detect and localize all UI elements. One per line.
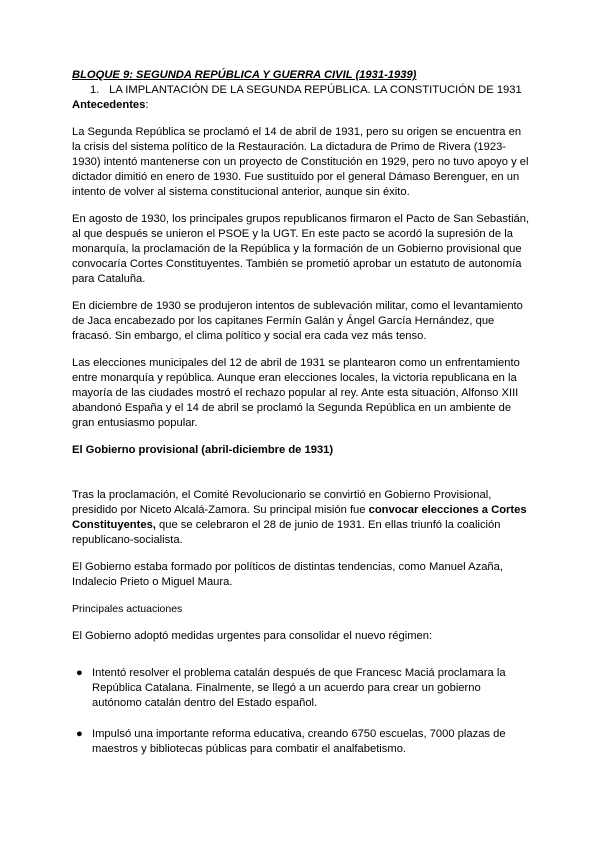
gobierno-paragraph-2: El Gobierno estaba formado por políticos de distintas tendencias, como Manuel Azaña, Indalecio Prieto o Miguel Maura.: [72, 561, 503, 588]
antecedentes-heading: [72, 98, 532, 113]
list-item-text: Intentó resolver el problema catalán después de que Francesc Maciá proclamara la República Catalana. Finalmente, se llegó a un acuerdo para crear un gobierno autónomo catalán dentro del Estado español.: [92, 667, 506, 709]
antecedentes-paragraph-1: La Segunda República se proclamó el 14 de abril de 1931, pero su origen se encuentra en la crisis del sistema político de la Restauración. La dictadura de Primo de Rivera (1923-1930) intentó mantenerse con un proyecto de Constitución en 1929, pero no tuvo apoyo y el dictador dimitió en enero de 1930. Fue sustituido por el general Dámaso Berenguer, en un intento de volver al sistema constitucional anterior, aunque sin éxito.: [72, 126, 529, 198]
actuaciones-heading: Principales actuaciones: [72, 603, 183, 615]
bloque-title: BLOQUE 9: SEGUNDA REPÚBLICA Y GUERRA CIVIL (1931-1939): [72, 69, 417, 81]
document-page: [72, 68, 532, 773]
bullet-icon: ●: [76, 667, 83, 679]
bullet-icon: ●: [76, 728, 83, 740]
gobierno-p1-after: que se celebraron el 28 de junio de 1931. En ellas triunfó la coalición republicano-socialista.: [72, 519, 501, 546]
section-title: LA IMPLANTACIÓN DE LA SEGUNDA REPÚBLICA. LA CONSTITUCIÓN DE 1931: [109, 84, 522, 96]
antecedentes-paragraph-3: En diciembre de 1930 se produjeron intentos de sublevación militar, como el levantamiento de Jaca encabezado por los capitanes Fermín Galán y Ángel García Hernández, que fracasó. Sin embargo, el clima político y social era cada vez más tenso.: [72, 300, 523, 342]
antecedentes-paragraph-4: Las elecciones municipales del 12 de abril de 1931 se plantearon como un enfrentamiento entre monarquía y república. Aunque eran elecciones locales, la victoria republicana en la mayoría de las ciudades mostró el rechazo popular al rey. Ante esta situación, Alfonso XIII abandonó España y el 14 de abril se proclamó la Segunda República en un ambiente de gran entusiasmo popular.: [72, 357, 520, 429]
actuaciones-list: [72, 666, 532, 757]
gobierno-p1-bold: convocar elecciones a Cortes Constituyentes,: [72, 504, 527, 531]
list-item-text: Impulsó una importante reforma educativa, creando 6750 escuelas, 7000 plazas de maestros y bibliotecas públicas para combatir el analfabetismo.: [92, 728, 506, 755]
antecedentes-colon: :: [145, 99, 149, 111]
section-number: 1.: [90, 84, 100, 96]
gobierno-p1-before: Tras la proclamación, el Comité Revolucionario se convirtió en Gobierno Provisional, presidido por Niceto Alcalá-Zamora. Su principal misión fue: [72, 489, 492, 516]
antecedentes-label: Antecedentes: [72, 99, 146, 111]
antecedentes-paragraph-2: En agosto de 1930, los principales grupos republicanos firmaron el Pacto de San Sebastián, al que después se unieron el PSOE y la UGT. En este pacto se acordó la supresión de la monarquía, la proclamación de la República y la formación de un Gobierno provisional que convocaría Cortes Constituyentes. También se prometió aprobar un estatuto de autonomía para Cataluña.: [72, 213, 530, 285]
list-item: [72, 727, 532, 757]
gobierno-provisional-heading: El Gobierno provisional (abril-diciembre de 1931): [72, 444, 334, 456]
gobierno-paragraph-3: El Gobierno adoptó medidas urgentes para consolidar el nuevo régimen:: [72, 630, 433, 642]
gobierno-paragraph-1: [72, 488, 532, 548]
section-heading: [72, 83, 532, 98]
list-item: [72, 666, 532, 711]
